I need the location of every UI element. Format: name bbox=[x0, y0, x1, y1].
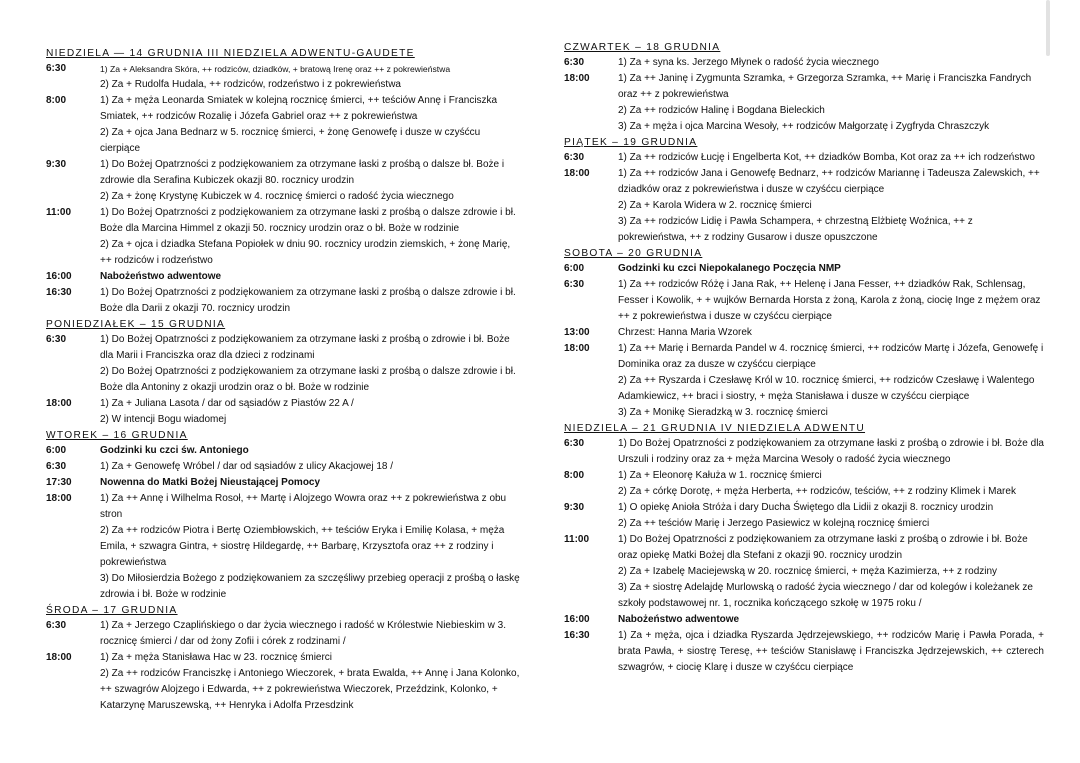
intentions-list bbox=[618, 277, 1044, 325]
mass-intention: 1) Za + męża Leonarda Smiatek w kolejną rocznicę śmierci, ++ teściów Annę i Franciszka Smiatek, ++ rodziców Rozalię i Józefa Gabriel oraz ++ z pokrewieństwa bbox=[100, 95, 498, 122]
day-header: ŚRODA – 17 GRUDNIA bbox=[46, 605, 178, 616]
mass-slot bbox=[564, 468, 1044, 500]
mass-slot bbox=[46, 491, 520, 603]
scrollbar-thumb[interactable] bbox=[1046, 0, 1050, 56]
mass-intention: 1) Za ++ Janinę i Zygmunta Szramka, + Grzegorza Szramka, ++ Marię i Franciszka Fandrych oraz ++ z pokrewieństwa bbox=[618, 73, 1032, 100]
mass-intention: 2) Za + Izabelę Maciejewską w 20. rocznicę śmierci, + męża Kazimierza, ++ z rodziny bbox=[618, 566, 998, 577]
mass-time: 8:00 bbox=[46, 95, 67, 106]
mass-intention: 2) Za ++ Ryszarda i Czesławę Król w 10. rocznicę śmierci, ++ rodziców Czesławę i Walentego Adamkiewicz, ++ braci i siostry, + męża Stanisława i dusze w czyśćcu cierpiące bbox=[618, 375, 1035, 402]
mass-time: 18:00 bbox=[564, 168, 590, 179]
mass-time: 18:00 bbox=[46, 398, 72, 409]
mass-intention: 1) Za ++ rodziców Jana i Genowefę Bednarz, ++ rodziców Mariannę i Tadeusza Zalewskich, ++ dziadków oraz z pokrewieństwa i dusze w czyśćcu cierpiące bbox=[618, 168, 1040, 195]
mass-slot bbox=[46, 650, 520, 714]
mass-slot bbox=[46, 93, 520, 157]
intentions-list bbox=[100, 285, 520, 317]
mass-intention: 3) Za + męża i ojca Marcina Wesoły, ++ rodziców Małgorzatę i Zygfryda Chraszczyk bbox=[618, 121, 990, 132]
mass-time: 17:30 bbox=[46, 477, 72, 488]
intentions-list bbox=[100, 459, 520, 475]
day-header: NIEDZIELA — 14 GRUDNIA III NIEDZIELA ADWENTU-GAUDETE bbox=[46, 48, 415, 59]
mass-intention: 2) Do Bożej Opatrzności z podziękowaniem za otrzymane łaski z prośbą o dalsze zdrowie i bł. Boże dla Antoniny z okazji urodzin oraz o bł. Boże w rodzinie bbox=[100, 366, 516, 393]
mass-time: 6:30 bbox=[564, 438, 585, 449]
intentions-list bbox=[618, 341, 1044, 421]
mass-slot bbox=[46, 157, 520, 205]
mass-intention: 3) Za + siostrę Adelajdę Murlowską o radość życia wiecznego / dar od kolegów i koleżanek ze szkoły podstawowej nr. 1, rocznika kończącego szkołę w 1975 roku / bbox=[618, 582, 1033, 609]
day-header: PIĄTEK – 19 GRUDNIA bbox=[564, 137, 698, 148]
mass-time: 6:30 bbox=[46, 63, 67, 74]
intentions-list bbox=[618, 532, 1044, 612]
mass-intention: 2) Za ++ rodziców Franciszkę i Antoniego Wieczorek, + brata Ewalda, ++ Annę i Jana Kolonko, ++ szwagrów Alojzego i Edwarda, ++ z pokrewieństwa Wieczorek, Przeździnk, Kolonko, + Katarzynę Maruszewską, ++ Henryka i Adolfa Przesdzink bbox=[100, 668, 520, 711]
mass-intention: 1) Za + Aleksandra Skóra, ++ rodziców, dziadków, + bratową Irenę oraz ++ z pokrewieństwa bbox=[100, 64, 451, 74]
day-header: SOBOTA – 20 GRUDNIA bbox=[564, 248, 703, 259]
mass-intention: 2) Za + ojca i dziadka Stefana Popiołek w dniu 90. rocznicy urodzin ziemskich, + żonę Marię, ++ rodziców i rodzeństwo bbox=[100, 239, 511, 266]
mass-time: 6:00 bbox=[46, 445, 67, 456]
mass-time: 6:30 bbox=[564, 152, 585, 163]
mass-intention: 1) Za + Eleonorę Kałuża w 1. rocznicę śmierci bbox=[618, 470, 822, 481]
mass-intention: 1) Za + syna ks. Jerzego Młynek o radość życia wiecznego bbox=[618, 57, 879, 68]
intentions-list bbox=[100, 443, 520, 459]
mass-time: 18:00 bbox=[46, 493, 72, 504]
mass-intention: 2) Za + Rudolfa Hudala, ++ rodziców, rodzeństwo i z pokrewieństwa bbox=[100, 79, 401, 90]
intentions-list bbox=[100, 396, 520, 428]
mass-time: 11:00 bbox=[46, 207, 72, 218]
mass-slot bbox=[564, 325, 1044, 341]
right-column bbox=[564, 40, 1044, 676]
intentions-list bbox=[618, 261, 1044, 277]
mass-slot bbox=[46, 443, 520, 459]
intentions-list bbox=[618, 612, 1044, 628]
mass-intention: 1) Za + Jerzego Czaplińskiego o dar życia wiecznego i radość w Królestwie Niebieskim w 3. rocznicę śmierci / dar od żony Zofii i córek z rodzinami / bbox=[100, 620, 507, 647]
mass-slot bbox=[564, 628, 1044, 676]
mass-intention: 1) O opiekę Anioła Stróża i dary Ducha Świętego dla Lidii z okazji 8. rocznicy urodzin bbox=[618, 502, 994, 513]
intentions-list bbox=[100, 61, 520, 93]
mass-intention: 2) Za + Karola Widera w 2. rocznicę śmierci bbox=[618, 200, 812, 211]
mass-intention: 1) Za ++ rodziców Różę i Jana Rak, ++ Helenę i Jana Fesser, ++ dziadków Rak, Schlensag, Fesser i Kowolik, + + wujków Bernarda Horsta z żoną, Karola z żoną, ciocię Inge z mężem oraz ++ z pokrewieństwa i dusze w czyśćcu cierpiące bbox=[618, 279, 1041, 322]
mass-time: 6:00 bbox=[564, 263, 585, 274]
mass-slot bbox=[564, 341, 1044, 421]
mass-intention: Godzinki ku czci Niepokalanego Poczęcia NMP bbox=[618, 263, 841, 274]
mass-intention: 1) Za ++ Annę i Wilhelma Rosoł, ++ Martę i Alojzego Wowra oraz ++ z pokrewieństwa z obu stron bbox=[100, 493, 507, 520]
mass-slot bbox=[564, 166, 1044, 246]
mass-slot bbox=[46, 475, 520, 491]
mass-slot bbox=[564, 261, 1044, 277]
mass-intention: Godzinki ku czci św. Antoniego bbox=[100, 445, 249, 456]
mass-intention: 1) Za + Juliana Lasota / dar od sąsiadów z Piastów 22 A / bbox=[100, 398, 354, 409]
intentions-list bbox=[618, 436, 1044, 468]
intentions-list bbox=[100, 269, 520, 285]
mass-intention: 3) Za ++ rodziców Lidię i Pawła Schampera, + chrzestną Elżbietę Woźnica, ++ z pokrewieństwa, ++ z rodziny Gusarow i dusze opuszczone bbox=[618, 216, 973, 243]
mass-time: 6:30 bbox=[46, 461, 67, 472]
mass-intention: 3) Za + Monikę Sieradzką w 3. rocznicę śmierci bbox=[618, 407, 828, 418]
intentions-list bbox=[618, 166, 1044, 246]
mass-time: 16:00 bbox=[564, 614, 590, 625]
mass-time: 16:00 bbox=[46, 271, 72, 282]
mass-intention: 1) Do Bożej Opatrzności z podziękowaniem za otrzymane łaski z prośbą o dalsze zdrowie i bł. Boże dla Darii z okazji 70. rocznicy urodzin bbox=[100, 287, 516, 314]
mass-intention: 2) Za + córkę Dorotę, + męża Herberta, ++ rodziców, teściów, ++ z rodziny Klimek i Marek bbox=[618, 486, 1016, 497]
mass-time: 9:30 bbox=[564, 502, 585, 513]
mass-intention: 1) Do Bożej Opatrzności z podziękowaniem za otrzymane łaski z prośbą o dalsze zdrowie i bł. Boże dla Marcina Himmel z okazji 50. rocznicy urodzin oraz o bł. Boże w rodzinie bbox=[100, 207, 516, 234]
intentions-list bbox=[618, 71, 1044, 135]
mass-slot bbox=[46, 618, 520, 650]
mass-time: 9:30 bbox=[46, 159, 67, 170]
mass-slot bbox=[46, 269, 520, 285]
mass-time: 6:30 bbox=[46, 334, 67, 345]
mass-slot bbox=[46, 396, 520, 428]
intentions-list bbox=[618, 150, 1044, 166]
intentions-list bbox=[100, 650, 520, 714]
mass-intention: 2) Za + żonę Krystynę Kubiczek w 4. rocznicę śmierci o radość życia wiecznego bbox=[100, 191, 454, 202]
intentions-list bbox=[100, 618, 520, 650]
mass-slot bbox=[46, 61, 520, 93]
mass-time: 18:00 bbox=[46, 652, 72, 663]
mass-slot bbox=[564, 500, 1044, 532]
mass-intention: 2) Za ++ teściów Marię i Jerzego Pasiewicz w kolejną rocznicę śmierci bbox=[618, 518, 930, 529]
intentions-list bbox=[618, 325, 1044, 341]
mass-slot bbox=[46, 332, 520, 396]
intentions-list bbox=[618, 468, 1044, 500]
mass-time: 13:00 bbox=[564, 327, 590, 338]
intentions-list bbox=[618, 55, 1044, 71]
mass-intention: Nabożeństwo adwentowe bbox=[100, 271, 222, 282]
intentions-list bbox=[100, 205, 520, 269]
mass-intention: 2) W intencji Bogu wiadomej bbox=[100, 414, 227, 425]
intentions-list bbox=[100, 332, 520, 396]
mass-intention: 1) Do Bożej Opatrzności z podziękowaniem za otrzymane łaski z prośbą o zdrowie i bł. Boże dla Urszuli i rodziny oraz za + męża Marcina Wesoły o radość życia wiecznego bbox=[618, 438, 1044, 465]
mass-slot bbox=[564, 532, 1044, 612]
mass-time: 18:00 bbox=[564, 343, 590, 354]
mass-slot bbox=[564, 436, 1044, 468]
mass-intention: Chrzest: Hanna Maria Wzorek bbox=[618, 327, 752, 338]
intentions-list bbox=[618, 628, 1044, 676]
mass-intention: 1) Do Bożej Opatrzności z podziękowaniem za otrzymane łaski z prośbą o zdrowie i bł. Boże dla Marii i Franciszka oraz dla dzieci z rodzinami bbox=[100, 334, 510, 361]
mass-intention: 1) Za + męża, ojca i dziadka Ryszarda Jędrzejewskiego, ++ rodziców Marię i Pawła Porada, + brata Pawła, + siostrę Teresę, ++ teściów Stanisławę i Franciszka Jędrzejewskich, ++ czterech szwagrów, + ciocię Klarę i dusze w czyśćcu cierpiące bbox=[618, 630, 1044, 673]
left-column bbox=[46, 46, 520, 714]
mass-intention: 2) Za ++ rodziców Piotra i Bertę Oziembłowskich, ++ teściów Eryka i Emilię Kolasa, + męża Emila, + szwagra Gintra, + siostrę Hildegardę, ++ Barbarę, Krzysztofa oraz ++ z rodziny i pokrewieństwa bbox=[100, 525, 505, 568]
mass-intention: 1) Za + Genowefę Wróbel / dar od sąsiadów z ulicy Akacjowej 18 / bbox=[100, 461, 394, 472]
mass-time: 6:30 bbox=[564, 279, 585, 290]
mass-time: 11:00 bbox=[564, 534, 590, 545]
mass-slot bbox=[564, 277, 1044, 325]
mass-slot bbox=[564, 612, 1044, 628]
mass-intention: 1) Za + męża Stanisława Hac w 23. rocznicę śmierci bbox=[100, 652, 333, 663]
mass-time: 16:30 bbox=[46, 287, 72, 298]
day-header: WTOREK – 16 GRUDNIA bbox=[46, 430, 188, 441]
mass-intention: Nabożeństwo adwentowe bbox=[618, 614, 740, 625]
mass-time: 18:00 bbox=[564, 73, 590, 84]
mass-time: 8:00 bbox=[564, 470, 585, 481]
intentions-list bbox=[618, 500, 1044, 532]
mass-intention: 1) Za ++ rodziców Łucję i Engelberta Kot, ++ dziadków Bomba, Kot oraz za ++ ich rodzeństwo bbox=[618, 152, 1035, 163]
day-header: PONIEDZIAŁEK – 15 GRUDNIA bbox=[46, 319, 226, 330]
intentions-list bbox=[100, 475, 520, 491]
mass-time: 6:30 bbox=[46, 620, 67, 631]
mass-intention: 1) Do Bożej Opatrzności z podziękowaniem za otrzymane łaski z prośbą o zdrowie i bł. Boże oraz opiekę Matki Bożej dla Stefani z okazji 90. rocznicy urodzin bbox=[618, 534, 1028, 561]
mass-intention: 1) Za ++ Marię i Bernarda Pandel w 4. rocznicę śmierci, ++ rodziców Martę i Józefa, Genowefę i Dominika oraz za dusze w czyśćcu cierpiące bbox=[618, 343, 1044, 370]
day-header: CZWARTEK – 18 GRUDNIA bbox=[564, 42, 721, 53]
mass-intention: Nowenna do Matki Bożej Nieustającej Pomocy bbox=[100, 477, 321, 488]
mass-intention: 3) Do Miłosierdzia Bożego z podziękowaniem za szczęśliwy przebieg operacji z prośbą o łaskę zdrowia i bł. Boże w rodzinie bbox=[100, 573, 520, 600]
mass-slot bbox=[564, 71, 1044, 135]
mass-slot bbox=[46, 285, 520, 317]
mass-slot bbox=[46, 459, 520, 475]
intentions-list bbox=[100, 157, 520, 205]
day-header: NIEDZIELA – 21 GRUDNIA IV NIEDZIELA ADWENTU bbox=[564, 423, 866, 434]
intentions-list bbox=[100, 491, 520, 603]
mass-slot bbox=[46, 205, 520, 269]
mass-intention: 2) Za + ojca Jana Bednarz w 5. rocznicę śmierci, + żonę Genowefę i dusze w czyśćcu cierpiące bbox=[100, 127, 481, 154]
mass-time: 16:30 bbox=[564, 630, 590, 641]
mass-time: 6:30 bbox=[564, 57, 585, 68]
intentions-list bbox=[100, 93, 520, 157]
mass-slot bbox=[564, 150, 1044, 166]
mass-intention: 2) Za ++ rodziców Halinę i Bogdana Bieleckich bbox=[618, 105, 825, 116]
mass-slot bbox=[564, 55, 1044, 71]
mass-intention: 1) Do Bożej Opatrzności z podziękowaniem za otrzymane łaski z prośbą o dalsze bł. Boże i zdrowie dla Serafina Kubiczek okazji 80. rocznicy urodzin bbox=[100, 159, 505, 186]
